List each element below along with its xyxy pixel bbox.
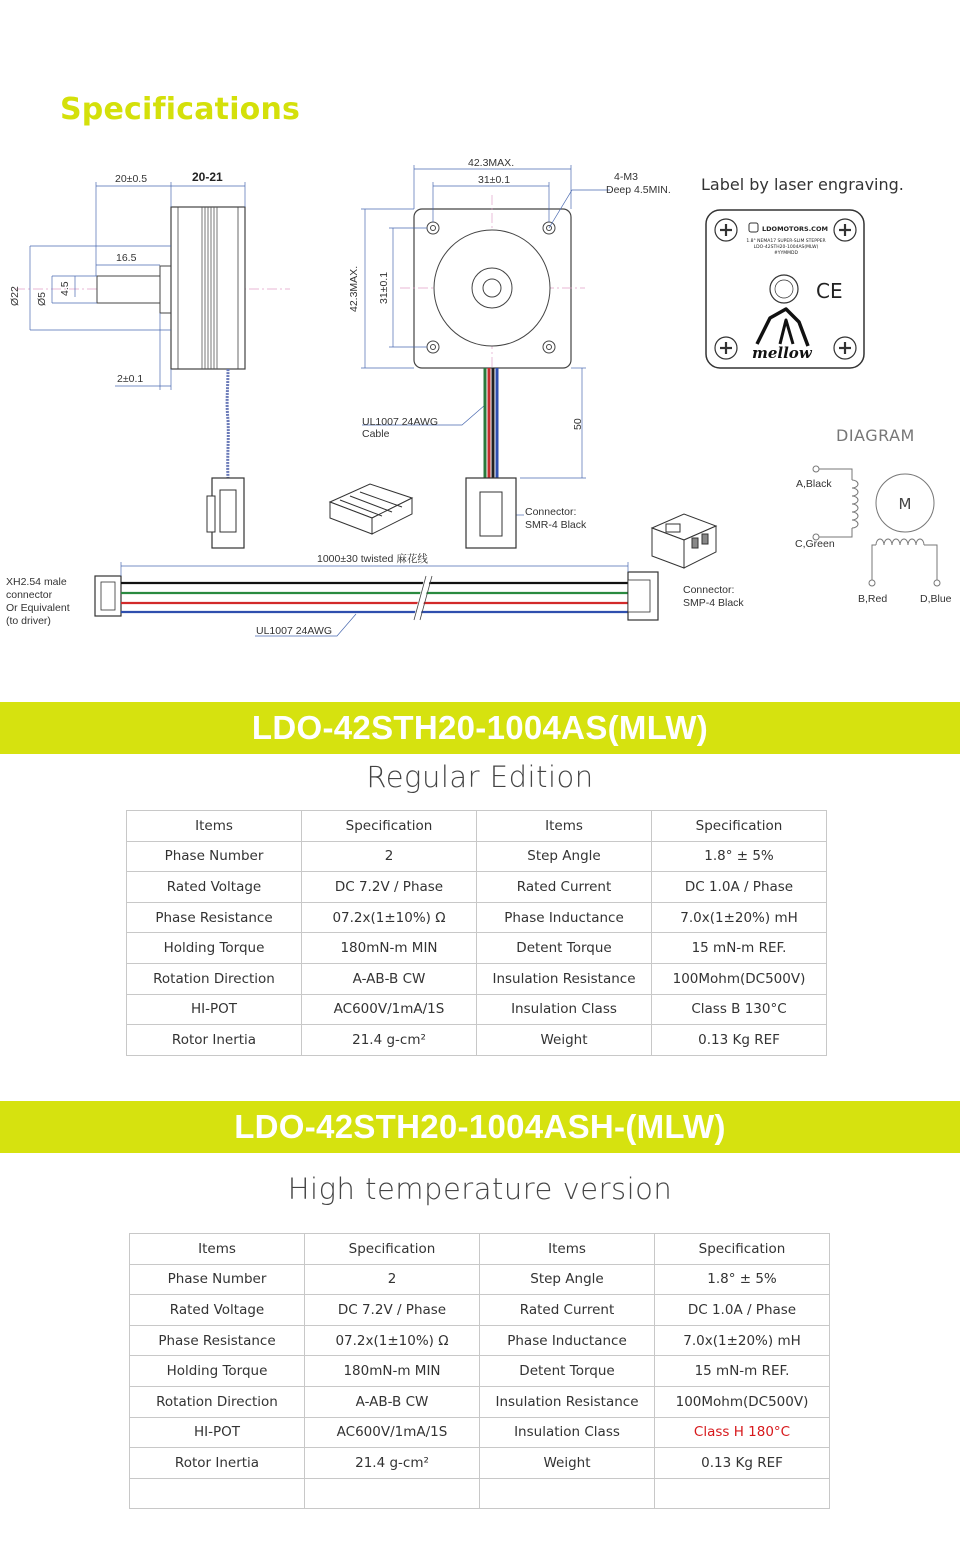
table-row	[130, 1417, 830, 1448]
label-line-2: LDO-42STH20-1004AS(MLW)	[753, 245, 819, 250]
item-name-cell	[130, 1478, 305, 1509]
label-line-1: 1.8° NEMA17 SUPER-SLIM STEPPER	[746, 239, 826, 244]
table-header-cell: Specification	[302, 811, 477, 842]
item-name-cell	[480, 1478, 655, 1509]
motor-symbol: M	[898, 495, 912, 513]
spec-value-cell: 0.13 Kg REF	[652, 1025, 827, 1056]
hole-note-1: 4-M3	[614, 171, 638, 183]
page-heading: Specifications	[60, 92, 301, 127]
table-row	[130, 1264, 830, 1295]
item-name-cell: Holding Torque	[130, 1356, 305, 1387]
dim-flat: 4.5	[59, 281, 71, 296]
spec-value-cell: A-AB-B CW	[305, 1386, 480, 1417]
item-name-cell: Rated Current	[480, 1295, 655, 1326]
wire-label: UL1007 24AWG	[256, 625, 333, 637]
connector-note-1: Connector:	[525, 506, 577, 518]
spec-value-cell	[655, 1478, 830, 1509]
item-name-cell: Rotor Inertia	[127, 1025, 302, 1056]
dim-side-body: 20-21	[192, 170, 223, 184]
dim-shaft-length: 16.5	[116, 252, 137, 264]
spec-value-cell: DC 7.2V / Phase	[302, 872, 477, 903]
spec-value-cell: 07.2x(1±10%) Ω	[305, 1325, 480, 1356]
item-name-cell: Step Angle	[480, 1264, 655, 1295]
item-name-cell: Weight	[477, 1025, 652, 1056]
table-row	[130, 1478, 830, 1509]
table-row	[127, 902, 827, 933]
spec-value-cell: 21.4 g-cm²	[302, 1025, 477, 1056]
spec-value-cell: 7.0x(1±20%) mH	[655, 1325, 830, 1356]
dim-side-length: 20±0.5	[115, 173, 148, 185]
ce-mark: CE	[816, 279, 843, 303]
table-row	[130, 1325, 830, 1356]
table-header-cell: Items	[127, 811, 302, 842]
spec-value-cell: AC600V/1mA/1S	[302, 994, 477, 1025]
dim-front-pitch-v: 31±0.1	[378, 271, 390, 304]
spec-value-cell: DC 1.0A / Phase	[652, 872, 827, 903]
spec-value-cell	[305, 1478, 480, 1509]
svg-text:mellow: mellow	[752, 344, 812, 362]
table-row	[130, 1295, 830, 1326]
item-name-cell: Detent Torque	[477, 933, 652, 964]
item-name-cell: Rotation Direction	[127, 963, 302, 994]
cable-assembly	[6, 552, 744, 637]
item-name-cell: HI-POT	[127, 994, 302, 1025]
model-banner-high-temp: LDO-42STH20-1004ASH-(MLW)	[0, 1101, 960, 1153]
dim-front-width: 42.3MAX.	[468, 157, 515, 169]
dim-front-height: 42.3MAX.	[348, 265, 360, 312]
item-name-cell: Insulation Class	[477, 994, 652, 1025]
cable-note-1: UL1007 24AWG	[362, 416, 439, 428]
twisted-label: 1000±30 twisted 麻花线	[317, 553, 428, 565]
item-name-cell: Rotor Inertia	[130, 1448, 305, 1479]
item-name-cell: Weight	[480, 1448, 655, 1479]
spec-value-cell: DC 1.0A / Phase	[655, 1295, 830, 1326]
diagram-c: C,Green	[795, 538, 835, 550]
item-name-cell: Rated Current	[477, 872, 652, 903]
item-name-cell: Insulation Class	[480, 1417, 655, 1448]
table-header-row	[127, 811, 827, 842]
spec-value-cell: 100Mohm(DC500V)	[655, 1386, 830, 1417]
table-header-row	[130, 1234, 830, 1265]
front-view	[348, 157, 671, 548]
side-view	[9, 170, 290, 548]
spec-value-cell: 2	[302, 841, 477, 872]
edition-subtitle-high-temp: High temperature version	[287, 1172, 673, 1206]
item-name-cell: Phase Inductance	[477, 902, 652, 933]
spec-value-cell: 180mN-m MIN	[305, 1356, 480, 1387]
table-row	[130, 1356, 830, 1387]
spec-value-cell: 1.8° ± 5%	[652, 841, 827, 872]
label-title: Label by laser engraving.	[701, 175, 904, 194]
spec-table-high-temp	[129, 1233, 830, 1509]
diagram-b: B,Red	[858, 593, 888, 605]
spec-value-cell: 100Mohm(DC500V)	[652, 963, 827, 994]
table-row	[130, 1386, 830, 1417]
table-header-cell: Specification	[655, 1234, 830, 1265]
table-row	[127, 933, 827, 964]
item-name-cell: Insulation Resistance	[480, 1386, 655, 1417]
spec-value-cell: 180mN-m MIN	[302, 933, 477, 964]
spec-value-cell: AC600V/1mA/1S	[305, 1417, 480, 1448]
spec-table-regular	[126, 810, 827, 1056]
engraved-label	[706, 210, 864, 368]
table-row	[127, 1025, 827, 1056]
dim-diameter: Ø22	[9, 286, 21, 306]
item-name-cell: Rated Voltage	[130, 1295, 305, 1326]
item-name-cell: Detent Torque	[480, 1356, 655, 1387]
wiring-diagram	[795, 466, 952, 605]
label-brand: LDOMOTORS.COM	[762, 225, 828, 233]
model-banner-regular: LDO-42STH20-1004AS(MLW)	[0, 702, 960, 754]
dim-front-pitch: 31±0.1	[478, 174, 511, 186]
dim-shaft-diameter: Ø5	[36, 291, 48, 306]
spec-value-cell: 1.8° ± 5%	[655, 1264, 830, 1295]
item-name-cell: Phase Number	[127, 841, 302, 872]
cable-note-2: Cable	[362, 428, 390, 440]
item-name-cell: Rated Voltage	[127, 872, 302, 903]
item-name-cell: Phase Resistance	[127, 902, 302, 933]
item-name-cell: Holding Torque	[127, 933, 302, 964]
connector-sketch-smp	[652, 514, 716, 568]
item-name-cell: Step Angle	[477, 841, 652, 872]
spec-value-cell: Class B 130°C	[652, 994, 827, 1025]
connector-sketch-xh	[330, 484, 412, 534]
spec-value-cell: 15 mN-m REF.	[655, 1356, 830, 1387]
item-name-cell: HI-POT	[130, 1417, 305, 1448]
edition-subtitle-regular: Regular Edition	[366, 760, 594, 794]
item-name-cell: Insulation Resistance	[477, 963, 652, 994]
left-connector-line-4: (to driver)	[6, 615, 51, 627]
spec-value-cell: A-AB-B CW	[302, 963, 477, 994]
spec-value-cell: 21.4 g-cm²	[305, 1448, 480, 1479]
diagram-d: D,Blue	[920, 593, 952, 605]
spec-value-cell: 07.2x(1±10%) Ω	[302, 902, 477, 933]
dim-cable-length: 50	[572, 418, 584, 430]
table-row	[127, 994, 827, 1025]
recycle-icon	[770, 275, 798, 303]
spec-value-cell: 0.13 Kg REF	[655, 1448, 830, 1479]
table-header-cell: Specification	[652, 811, 827, 842]
table-header-cell: Items	[130, 1234, 305, 1265]
left-connector-line-1: XH2.54 male	[6, 576, 67, 588]
table-header-cell: Items	[480, 1234, 655, 1265]
hole-note-2: Deep 4.5MIN.	[606, 184, 671, 196]
label-line-3: #YYMMDD	[774, 251, 798, 256]
table-header-cell: Specification	[305, 1234, 480, 1265]
spec-value-cell: 7.0x(1±20%) mH	[652, 902, 827, 933]
left-connector-line-2: connector	[6, 589, 53, 601]
right-connector-line-1: Connector:	[683, 584, 735, 596]
right-connector-line-2: SMP-4 Black	[683, 597, 744, 609]
item-name-cell: Phase Inductance	[480, 1325, 655, 1356]
table-row	[127, 841, 827, 872]
table-header-cell: Items	[477, 811, 652, 842]
spec-value-cell: Class H 180°C	[655, 1417, 830, 1448]
table-row	[127, 963, 827, 994]
dim-boss: 2±0.1	[117, 373, 144, 385]
table-row	[127, 872, 827, 903]
item-name-cell: Rotation Direction	[130, 1386, 305, 1417]
spec-value-cell: 15 mN-m REF.	[652, 933, 827, 964]
spec-value-cell: DC 7.2V / Phase	[305, 1295, 480, 1326]
item-name-cell: Phase Number	[130, 1264, 305, 1295]
technical-drawing	[0, 150, 960, 650]
spec-value-cell: 2	[305, 1264, 480, 1295]
connector-note-2: SMR-4 Black	[525, 519, 587, 531]
diagram-title: DIAGRAM	[836, 426, 915, 445]
item-name-cell: Phase Resistance	[130, 1325, 305, 1356]
left-connector-line-3: Or Equivalent	[6, 602, 70, 614]
diagram-a: A,Black	[796, 478, 832, 490]
table-row	[130, 1448, 830, 1479]
